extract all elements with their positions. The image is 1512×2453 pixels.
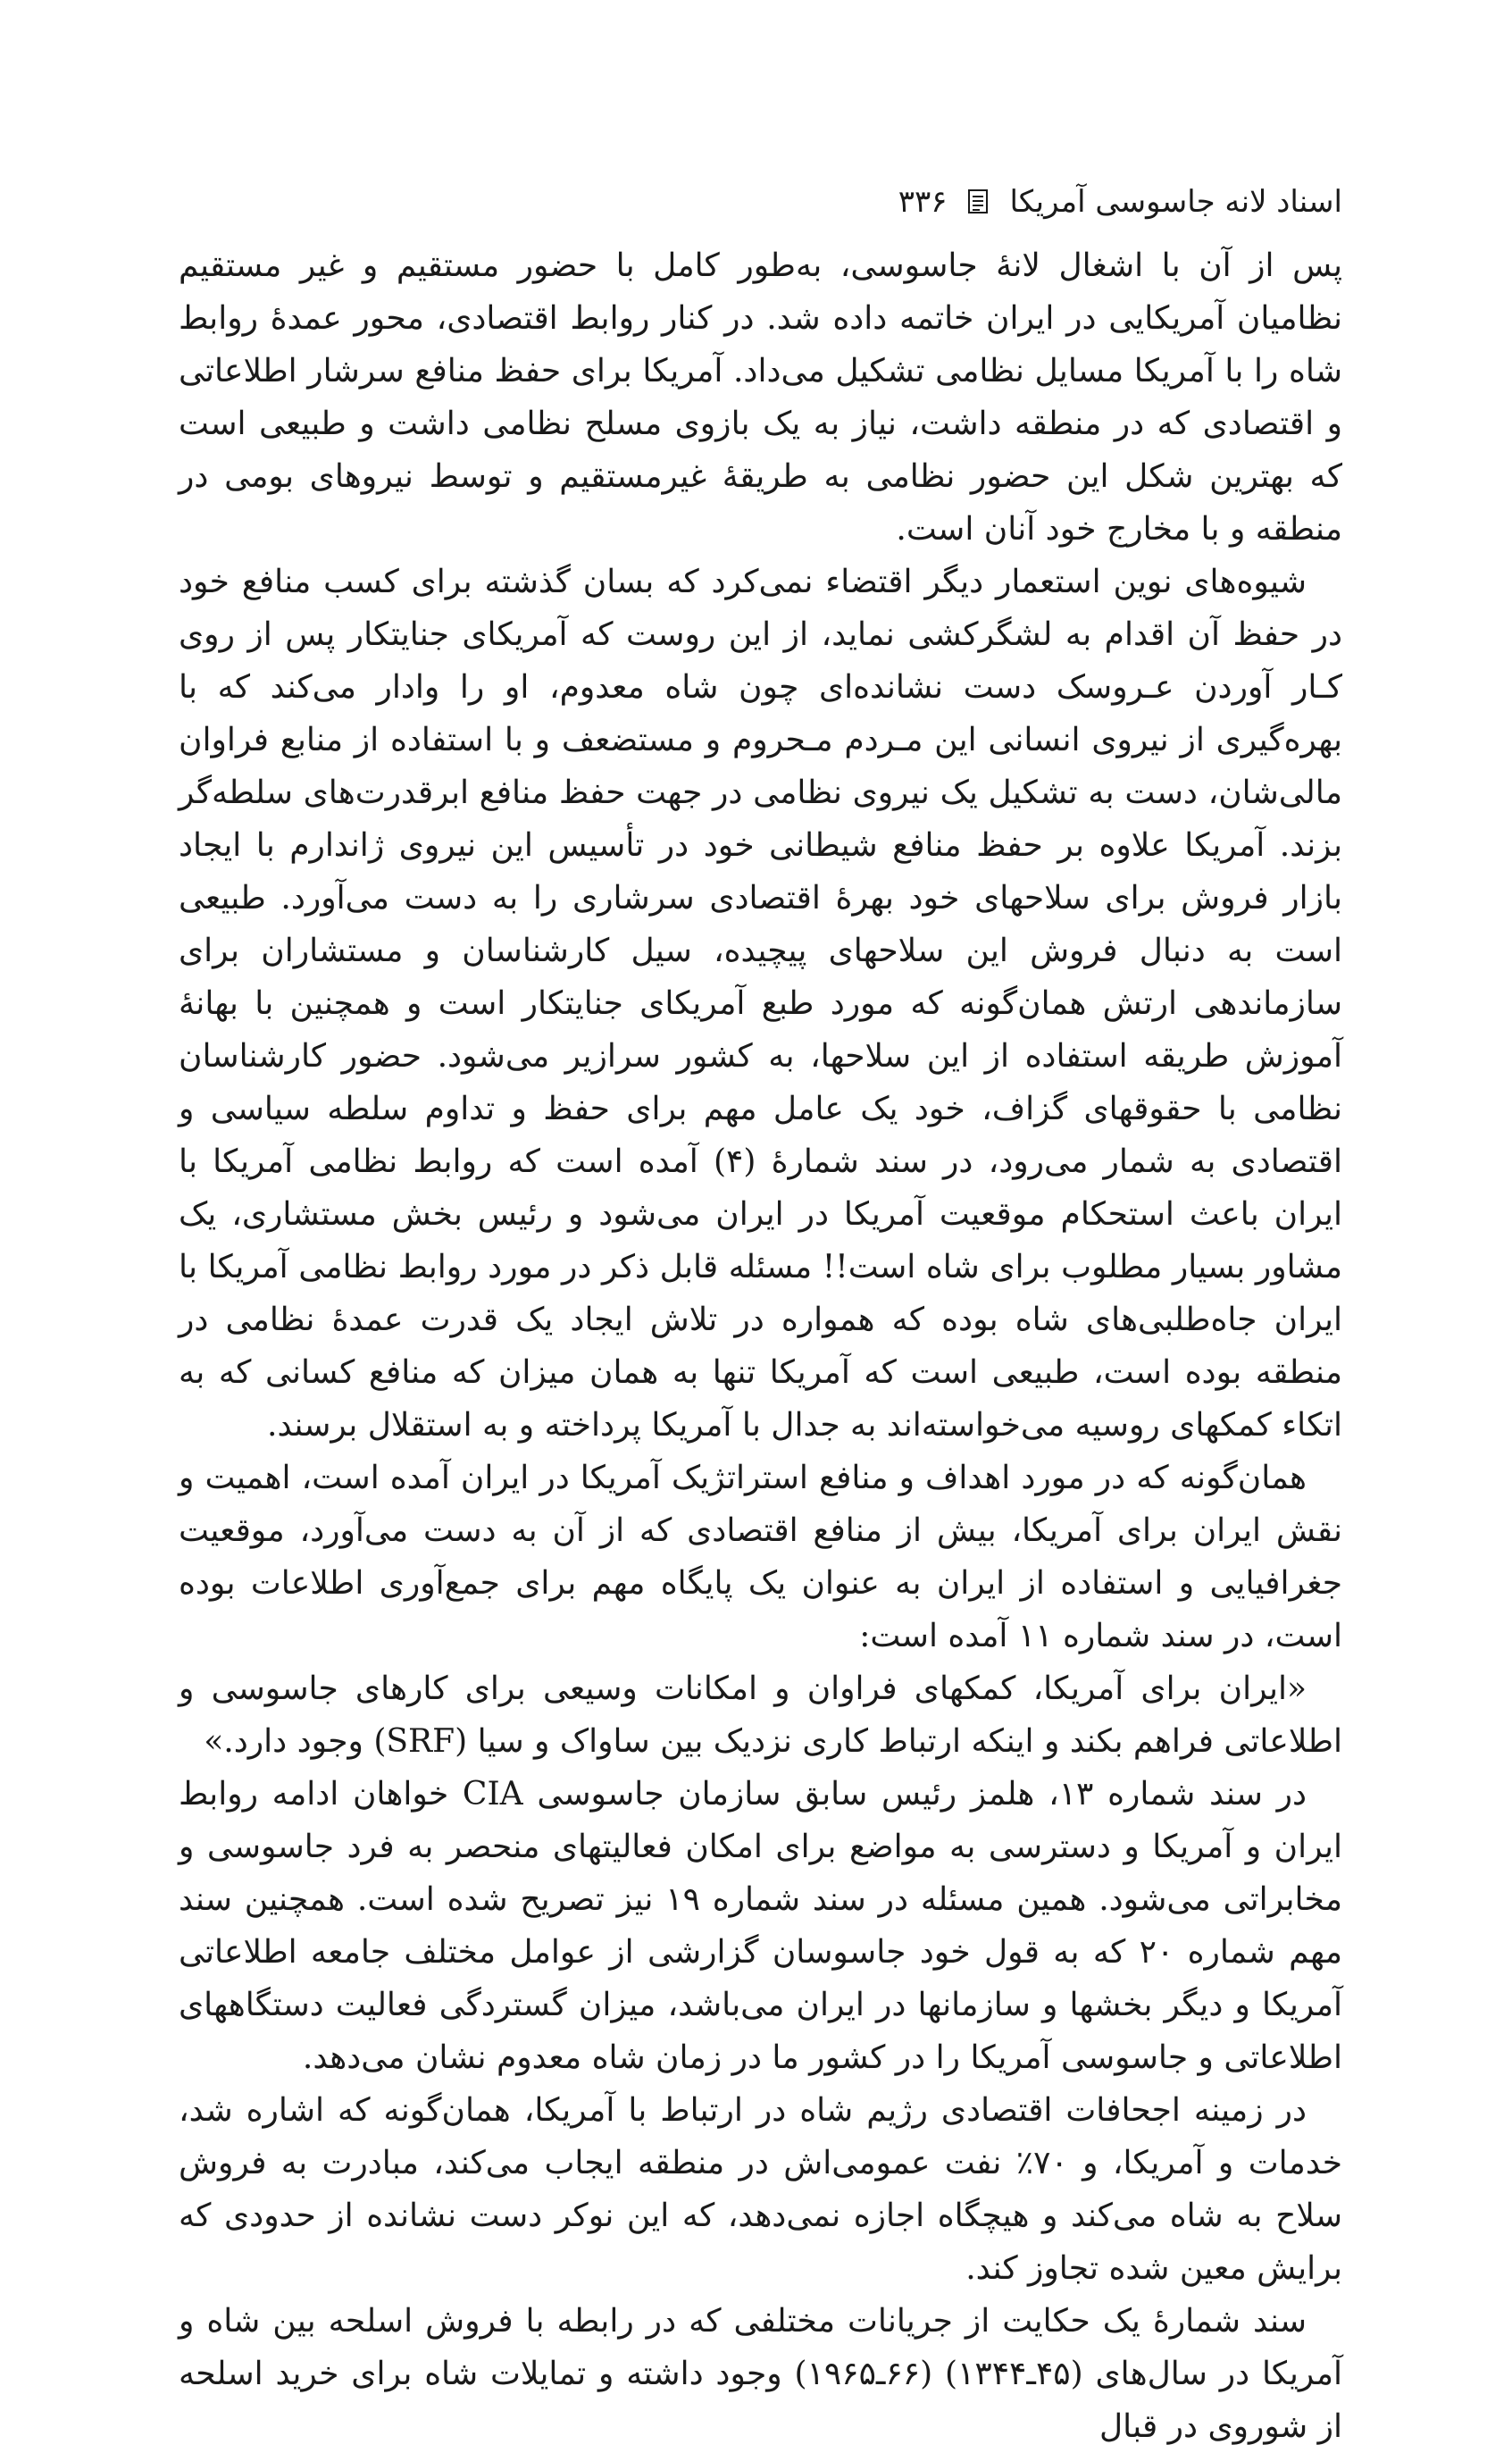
page-number: ۳۳۶ [898,184,948,220]
document-icon [967,188,990,215]
paragraph: در زمینه اجحافات اقتصادی رژیم شاه در ارتباط با آمریکا، همان‌گونه که اشاره شد، خدمات و آمریکا، و ۷۰٪ نفت عمومی‌اش در منطقه ایجاب می‌کند، مبادرت به فروش سلاح به شاه می‌کند و هیچگاه اجازه نمی‌دهد، که این نوکر دست نشانده از حدودی که برایش معین شده تجاوز کند. [179,2092,1342,2287]
running-header [179,175,1342,229]
paragraph: پس از آن با اشغال لانهٔ جاسوسی، به‌طور کامل با حضور مستقیم و غیر مستقیم نظامیان آمریکایی در ایران خاتمه داده شد. در کنار روابط اقتصادی، محور عمدهٔ روابط شاه را با آمریکا مسایل نظامی تشکیل می‌داد. آمریکا برای حفظ منافع سرشار اطلاعاتی و اقتصادی که در منطقه داشت، نیاز به یک بازوی مسلح نظامی داشت و طبیعی است که بهترین شکل این حضور نظامی به طریقهٔ غیرمستقیم و توسط نیروهای بومی در منطقه و با مخارج خود آنان است. [179,247,1342,548]
paragraph: در سند شماره ۱۳، هلمز رئیس سابق سازمان جاسوسی CIA خواهان ادامه روابط ایران و آمریکا و دسترسی به مواضع برای امکان فعالیتهای منحصر به فرد جاسوسی و مخابراتی می‌شود. همین مسئله در سند شماره ۱۹ نیز تصریح شده است. همچنین سند مهم شماره ۲۰ که به قول خود جاسوسان گزارشی از عوامل مختلف جامعه اطلاعاتی آمریکا و دیگر بخشها و سازمانها در ایران می‌باشد، میزان گستردگی فعالیت دستگاههای اطلاعاتی و جاسوسی آمریکا را در کشور ما در زمان شاه معدوم نشان می‌دهد. [179,1776,1342,2076]
paragraph: سند شمارهٔ یک حکایت از جریانات مختلفی که در رابطه با فروش اسلحه بین شاه و آمریکا در سال‌های (۴۵ـ۱۳۴۴) (۶۶ـ۱۹۶۵) وجود داشته و تمایلات شاه برای خرید اسلحه از شوروی در قبال [179,2303,1342,2445]
body-text [179,239,1342,2453]
paragraph: شیوه‌های نوین استعمار دیگر اقتضاء نمی‌کرد که بسان گذشته برای کسب منافع خود در حفظ آن اقدام به لشگرکشی نماید، از این روست که آمریکای جنایتکار پس از روی کـار آوردن عـروسک دست نشانده‌ای چون شاه معدوم، او را وادار می‌کند که با بهره‌گیری از نیروی انسانی این مـردم مـحروم و مستضعف و با استفاده از منابع فراوان مالی‌شان، دست به تشکیل یک نیروی نظامی در جهت حفظ منافع ابرقدرت‌های سلطه‌گر بزند. آمریکا علاوه بر حفظ منافع شیطانی خود در تأسیس این نیروی ژاندارم با ایجاد بازار فروش برای سلاحهای خود بهرهٔ اقتصادی سرشاری را به دست می‌آورد. طبیعی است به دنبال فروش این سلاحهای پیچیده، سیل کارشناسان و مستشاران برای سازماندهی ارتش همان‌گونه که مورد طبع آمریکای جنایتکار است و همچنین با بهانهٔ آموزش طریقه استفاده از این سلاحها، به کشور سرازیر می‌شود. حضور کارشناسان نظامی با حقوقهای گزاف، خود یک عامل مهم برای حفظ و تداوم سلطه سیاسی و اقتصادی به شمار می‌رود، در سند شمارهٔ (۴) آمده است که روابط نظامی آمریکا با ایران باعث استحکام موقعیت آمریکا در ایران می‌شود و رئیس بخش مستشاری، یک مشاور بسیار مطلوب برای شاه است!! مسئله قابل ذکر در مورد روابط نظامی آمریکا با ایران جاه‌طلبی‌های شاه بوده که همواره در تلاش ایجاد یک قدرت عمدهٔ نظامی در منطقه بوده است، طبیعی است که آمریکا تنها به همان میزان که منافع کسانی که به اتکاء کمکهای روسیه می‌خواسته‌اند به جدال با آمریکا پرداخته و به استقلال برسند. [179,564,1342,1444]
paragraph: همان‌گونه که در مورد اهداف و منافع استراتژیک آمریکا در ایران آمده است، اهمیت و نقش ایران برای آمریکا، بیش از منافع اقتصادی که از آن به دست می‌آورد، موقعیت جغرافیایی و استفاده از ایران به عنوان یک پایگاه مهم برای جمع‌آوری اطلاعات بوده است، در سند شماره ۱۱ آمده است: [179,1460,1342,1654]
quote-paragraph: «ایران برای آمریکا، کمکهای فراوان و امکانات وسیعی برای کارهای جاسوسی و اطلاعاتی فراهم بکند و اینکه ارتباط کاری نزدیک بین ساواک و سیا (SRF) وجود دارد.» [179,1670,1342,1760]
book-title: اسناد لانه جاسوسی آمریکا [1009,184,1342,220]
